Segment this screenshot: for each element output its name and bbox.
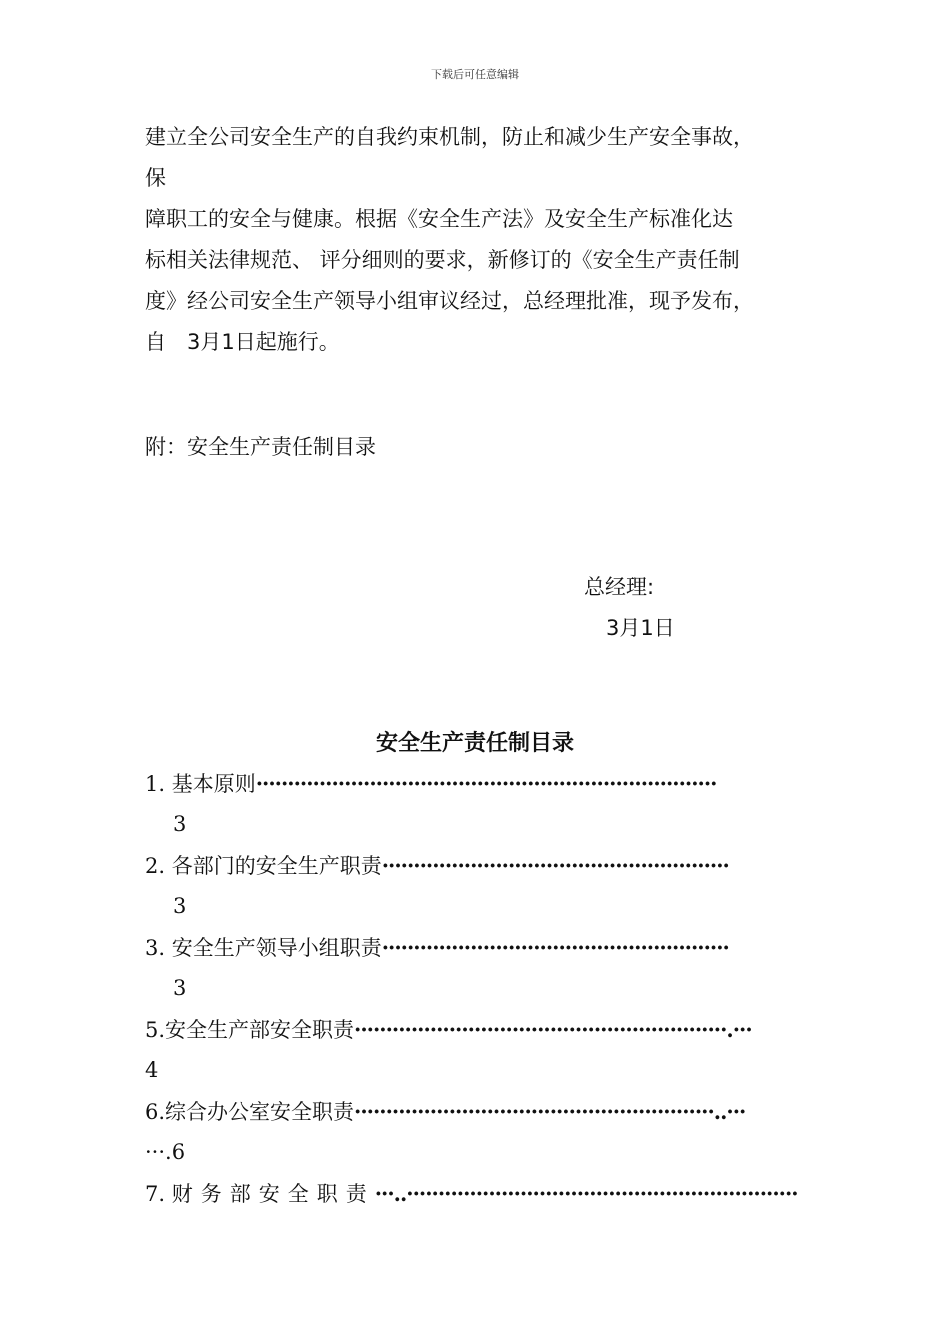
toc-entry-page: 3 (173, 812, 187, 836)
download-note: 下载后可任意编辑 (431, 68, 519, 81)
signature-title: 总经理: (584, 575, 655, 599)
toc-entry-number: 7. (145, 1182, 166, 1206)
table-of-contents (145, 763, 810, 1214)
toc-entry-page: 3 (173, 976, 187, 1000)
notice-line: 标相关法律规范、 评分细则的要求，新修订的《安全生产责任制 (145, 248, 740, 272)
toc-entry-page: 4 (145, 1058, 159, 1082)
toc-entry-label: 基本原则 (171, 772, 256, 796)
notice-paragraph (145, 117, 810, 363)
toc-entry-leader: ···························································.··· (354, 1017, 752, 1042)
signature-date: 3月1日 (606, 616, 675, 640)
toc-entry-label: 安全生产部安全职责 (165, 1018, 355, 1042)
toc-entry-label: 安全生产领导小组职责 (171, 936, 382, 960)
toc-entry-page: 3 (173, 894, 187, 918)
toc-entry-label: 各部门的安全生产职责 (171, 854, 382, 878)
attachment-line: 附：安全生产责任制目录 (145, 435, 376, 459)
toc-entry-leader: ·························································..··· (354, 1099, 746, 1124)
toc-entry-leader: ········································································· (255, 771, 717, 796)
toc-entry-leader: ······················································· (381, 935, 729, 960)
toc-entry (145, 1173, 810, 1214)
notice-line: 自 3月1日起施行。 (145, 330, 340, 354)
toc-entry (145, 763, 810, 804)
toc-entry-number: 1. (145, 772, 166, 796)
notice-line: 保 (145, 166, 166, 190)
toc-entry-leader: ······················································· (381, 853, 729, 878)
toc-title: 安全生产责任制目录 (375, 731, 574, 756)
toc-entry-number: 6. (145, 1100, 166, 1124)
toc-entry-label: 综合办公室安全职责 (165, 1100, 355, 1124)
toc-entry (145, 1009, 810, 1050)
toc-entry-number: 3. (145, 936, 166, 960)
notice-line: 障职工的安全与健康。根据《安全生产法》及安全生产标准化达 (145, 207, 733, 231)
toc-entry (145, 1091, 810, 1132)
toc-entry-page: ···.6 (145, 1140, 186, 1164)
notice-line: 建立全公司安全生产的自我约束机制，防止和减少生产安全事故， (145, 125, 754, 149)
toc-entry-number: 2. (145, 854, 166, 878)
notice-line: 度》经公司安全生产领导小组审议经过，总经理批准，现予发布， (145, 289, 754, 313)
toc-entry (145, 927, 810, 968)
toc-entry-leader: ···..······························································ (374, 1181, 798, 1206)
toc-entry-label: 财务部安全职责 (171, 1182, 375, 1206)
toc-entry (145, 845, 810, 886)
toc-entry-number: 5. (145, 1018, 166, 1042)
